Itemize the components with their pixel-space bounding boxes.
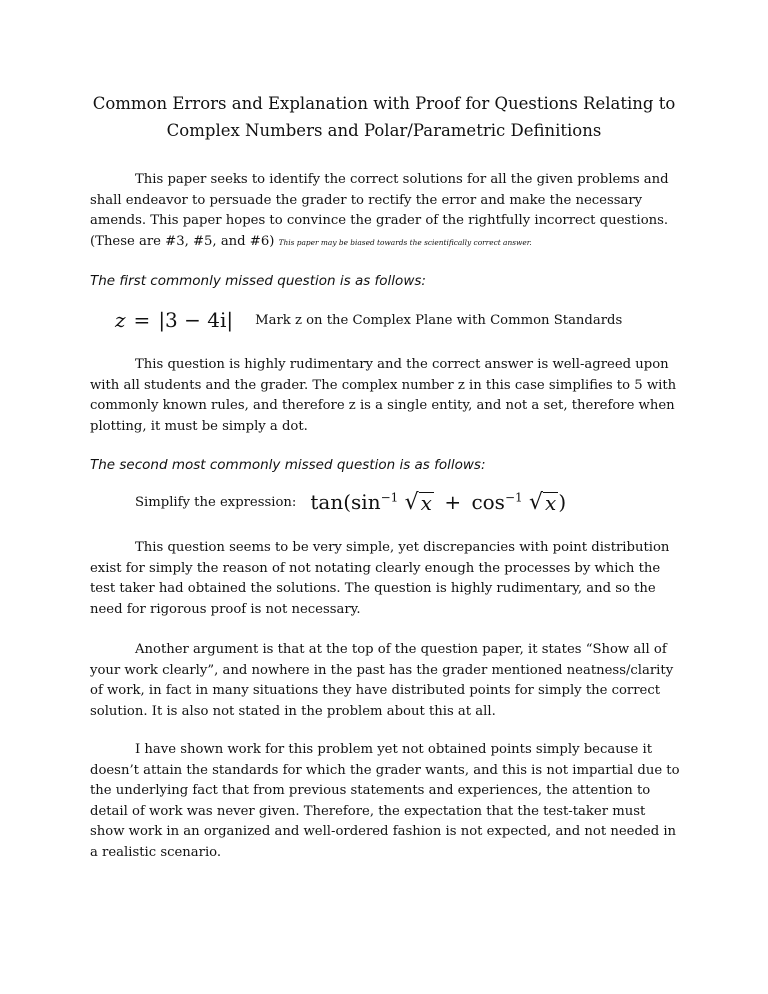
close-paren: ) <box>558 490 567 514</box>
plus-sign: + <box>444 490 462 514</box>
cos-function: cos <box>471 490 505 514</box>
open-paren: ( <box>343 490 352 514</box>
section1-prompt: Mark z on the Complex Plane with Common Standards <box>255 312 623 328</box>
section2-expression-row <box>135 490 566 514</box>
section2-prompt: Simplify the expression: <box>135 494 297 510</box>
intro-note: This paper may be biased towards the scientifically correct answer. <box>278 237 532 247</box>
sqrt-var-2: x <box>545 491 557 515</box>
cos-exponent: −1 <box>504 490 523 505</box>
equation-relation: = <box>133 308 151 332</box>
sqrt-symbol-2: √ x <box>529 490 557 515</box>
section1-heading: The first commonly missed question is as follows: <box>90 273 426 289</box>
tan-function: tan <box>310 490 344 514</box>
sin-function: sin <box>351 490 381 514</box>
sqrt-var-1: x <box>420 491 432 515</box>
expression <box>310 490 566 514</box>
sqrt-symbol-1: √ x <box>404 490 432 515</box>
equation-rhs: |3 − 4i| <box>158 308 234 332</box>
intro-text: This paper seeks to identify the correct solutions for all the given problems and shall endeavor to persuade the grader to rectify the error and make the necessary amends. This paper hopes to convince the grader of the rightfully incorrect questions. (These are #3, #5, and #6) <box>90 172 669 249</box>
section2-paragraph-2: Another argument is that at the top of the question paper, it states “Show all of your work clearly”, and nowhere in the past has the grader mentioned neatness/clarity of work, in fact in many situations they have distributed points for simply the correct solution. It is also not stated in the problem about this at all. <box>90 642 674 719</box>
sin-exponent: −1 <box>380 490 399 505</box>
equation-lhs: z <box>115 308 126 332</box>
section2-paragraph-3: I have shown work for this problem yet not obtained points simply because it doesn’t attain the standards for which the grader wants, and this is not impartial due to the underlying fact that from previous statements and experiences, the attention to detail of work was never given. Therefore, the expectation that the test-taker must show work in an organized and well-ordered fashion is not expected, and not needed in a realistic scenario. <box>90 742 680 860</box>
section2-heading: The second most commonly missed question is as follows: <box>90 457 486 473</box>
intro-paragraph <box>90 170 680 253</box>
section1-paragraph: This question is highly rudimentary and the correct answer is well-agreed upon with all students and the grader. The complex number z in this case simplifies to 5 with commonly known rules, and therefore z is a single entity, and not a set, therefore when plotting, it must be simply a dot. <box>90 357 677 434</box>
section2-paragraph-1: This question seems to be very simple, yet discrepancies with point distribution exist for simply the reason of not notating clearly enough the processes by which the test taker had obtained the solutions. The question is highly rudimentary, and so the need for rigorous proof is not necessary. <box>90 540 670 617</box>
document-title: Common Errors and Explanation with Proof for Questions Relating to Complex Numbers and Polar/Parametric Definitions <box>92 94 676 140</box>
section1-equation-row <box>115 308 622 332</box>
